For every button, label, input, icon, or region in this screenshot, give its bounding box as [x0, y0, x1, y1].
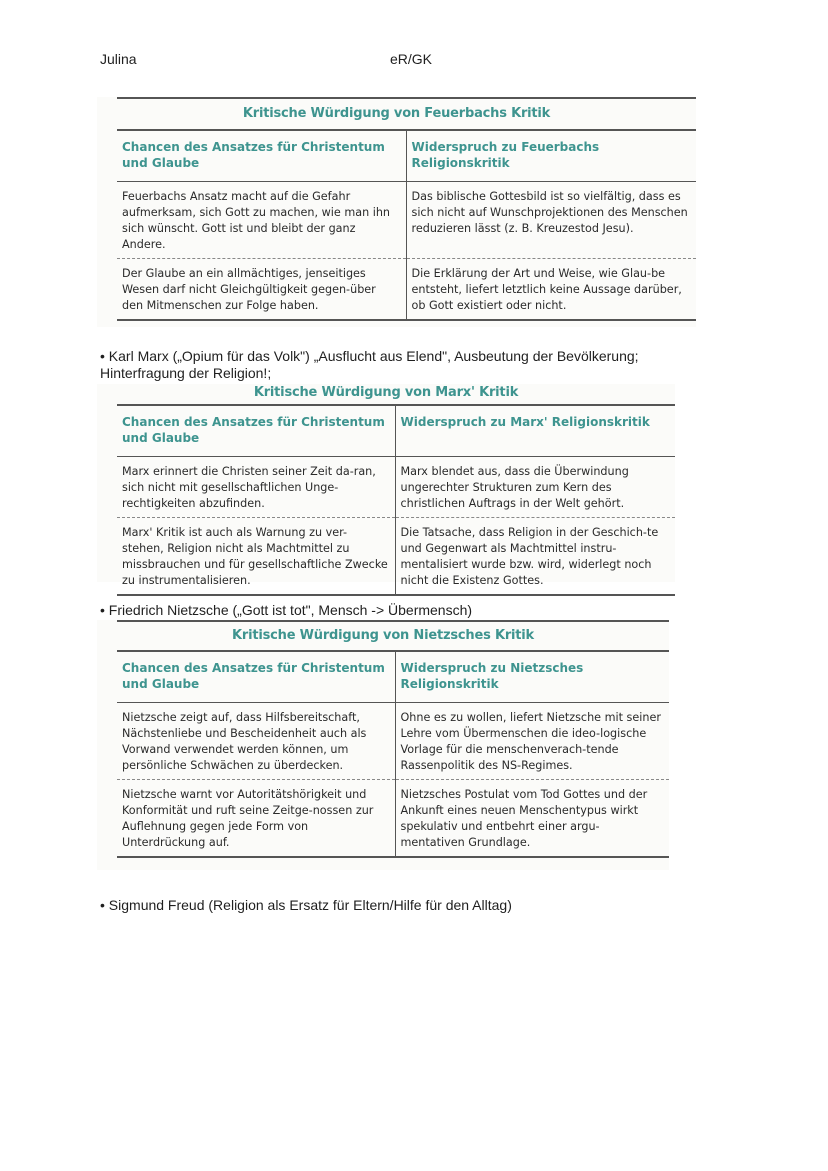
table-cell: Das biblische Gottesbild ist so vielfältig, dass es sich nicht auf Wunschprojektionen des Menschen reduzieren lässt (z. B. Kreuzestod Jesu).: [406, 182, 696, 259]
table-cell: Marx erinnert die Christen seiner Zeit da-ran, sich nicht mit gesellschaftlichen Unge-rechtigkeiten abzufinden.: [117, 457, 395, 518]
marx-table: [117, 404, 675, 596]
table-row: [117, 182, 696, 259]
column-header-chances: Chancen des Ansatzes für Christentum und Glaube: [117, 405, 395, 457]
table-row: [117, 780, 669, 858]
nietzsche-table-title: Kritische Würdigung von Nietzsches Kritik: [231, 628, 535, 643]
table-cell: Die Erklärung der Art und Weise, wie Glau-be entsteht, liefert letztlich keine Aussage darüber, ob Gott existiert oder nicht.: [406, 259, 696, 321]
course-label: eR/GK: [390, 51, 433, 67]
table-cell: Die Tatsache, dass Religion in der Geschich-te und Gegenwart als Machtmittel instru-mentalisiert wurde bzw. wird, widerlegt noch nicht die Existenz Gottes.: [395, 518, 675, 596]
table-cell: Marx blendet aus, dass die Überwindung ungerechter Strukturen zum Kern des christlichen Auftrags in der Welt gehört.: [395, 457, 675, 518]
table-cell: Nietzsche zeigt auf, dass Hilfsbereitschaft, Nächstenliebe und Bescheidenheit auch als Vorwand verwendet werden können, um persönliche Schwächen zu überdecken.: [117, 703, 395, 780]
table-cell: Nietzsche warnt vor Autoritätshörigkeit und Konformität und ruft seine Zeitge-nossen zur Auflehnung gegen jede Form von Unterdrückung auf.: [117, 780, 395, 858]
table-header-row: [117, 405, 675, 457]
column-header-contradiction: Widerspruch zu Nietzsches Religionskritik: [395, 651, 669, 703]
table-header-row: [117, 130, 696, 182]
table-cell: Feuerbachs Ansatz macht auf die Gefahr aufmerksam, sich Gott zu machen, wie man ihn sich wünscht. Gott ist und bleibt der ganz Andere.: [117, 182, 406, 259]
feuerbach-table-title: Kritische Würdigung von Feuerbachs Kritik: [242, 106, 551, 121]
table-cell: Marx' Kritik ist auch als Warnung zu ver-stehen, Religion nicht als Machtmittel zu missbrauchen und für gesellschaftliche Zwecke zu instrumentalisieren.: [117, 518, 395, 596]
nietzsche-table: [117, 650, 669, 858]
feuerbach-critique-panel: [97, 97, 696, 327]
column-header-contradiction: Widerspruch zu Feuerbachs Religionskritik: [406, 130, 696, 182]
author-name: Julina: [100, 51, 137, 67]
marx-critique-panel: [97, 384, 675, 587]
nietzsche-critique-panel: [97, 620, 669, 870]
table-row: [117, 457, 675, 518]
panel-top-rule: [117, 620, 669, 622]
bullet-nietzsche: • Friedrich Nietzsche („Gott ist tot", Mensch -> Übermensch): [100, 602, 473, 618]
column-header-contradiction: Widerspruch zu Marx' Religionskritik: [395, 405, 675, 457]
table-cell: Ohne es zu wollen, liefert Nietzsche mit seiner Lehre vom Übermenschen die ideo-logische Vorlage für die menschenverach-tende Rassenpolitik des NS-Regimes.: [395, 703, 669, 780]
marx-table-title: Kritische Würdigung von Marx' Kritik: [253, 385, 519, 400]
feuerbach-table: [117, 129, 696, 321]
column-header-chances: Chancen des Ansatzes für Christentum und Glaube: [117, 651, 395, 703]
column-header-chances: Chancen des Ansatzes für Christentum und Glaube: [117, 130, 406, 182]
bullet-marx: • Karl Marx („Opium für das Volk") „Ausflucht aus Elend", Ausbeutung der Bevölkerung; Hinterfragung der Religion!;: [100, 348, 639, 381]
table-row: [117, 259, 696, 321]
table-cell: Nietzsches Postulat vom Tod Gottes und der Ankunft eines neuen Menschentypus wirkt spekulativ und entbehrt einer argu-mentativen Grundlage.: [395, 780, 669, 858]
bullet-freud: • Sigmund Freud (Religion als Ersatz für Eltern/Hilfe für den Alltag): [100, 897, 512, 913]
table-row: [117, 703, 669, 780]
table-header-row: [117, 651, 669, 703]
table-cell: Der Glaube an ein allmächtiges, jenseitiges Wesen darf nicht Gleichgültigkeit gegen-über den Mitmenschen zur Folge haben.: [117, 259, 406, 321]
panel-top-rule: [117, 97, 696, 99]
table-row: [117, 518, 675, 596]
